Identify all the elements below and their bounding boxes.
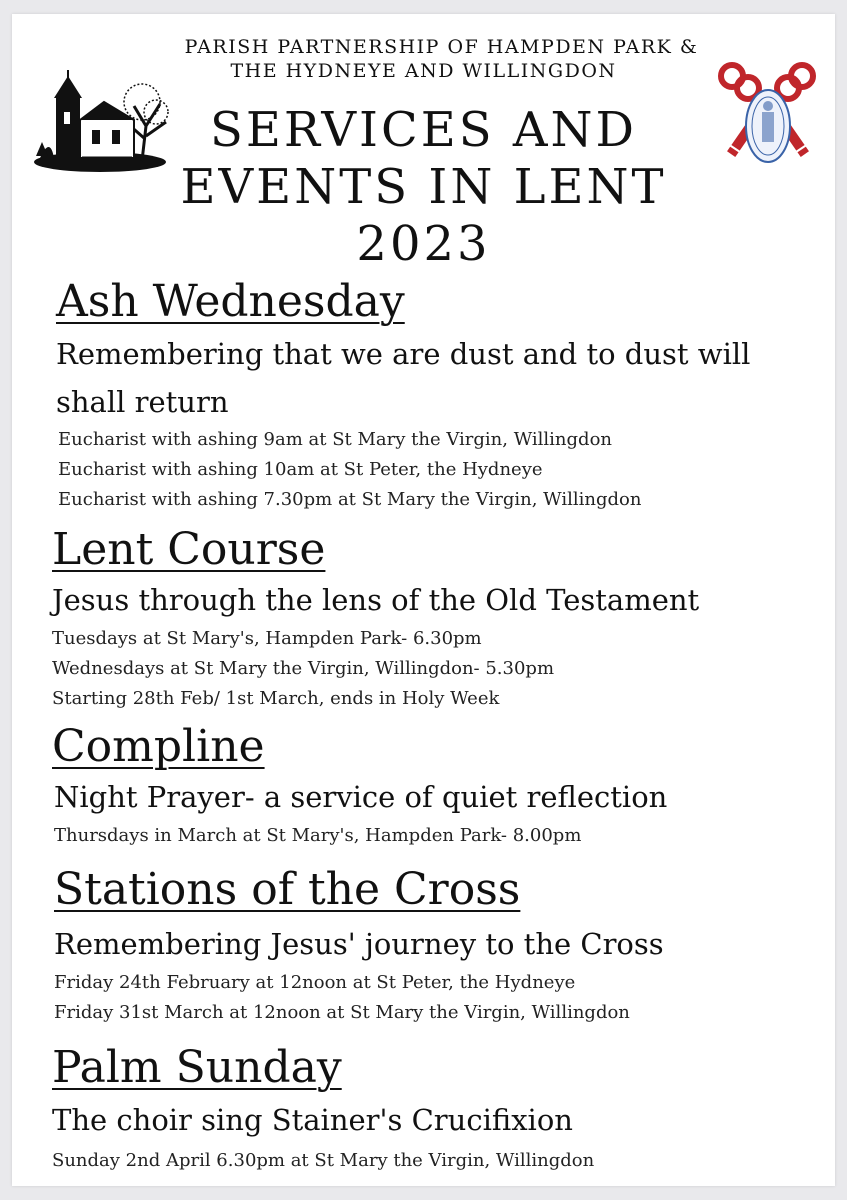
section-subtitle-palm-sunday: The choir sing Stainer's Crucifixion [52,1103,573,1137]
stations-line-2: Friday 31st March at 12noon at St Mary the Virgin, Willingdon [54,1002,630,1023]
poster-sheet [12,14,835,1186]
parish-name-line-2: THE HYDNEYE AND WILLINGDON [230,60,617,82]
ash-wednesday-line-3: Eucharist with ashing 7.30pm at St Mary the Virgin, Willingdon [58,489,642,510]
section-subtitle-stations-of-the-cross: Remembering Jesus' journey to the Cross [54,927,664,961]
poster-title-line-1: SERVICES AND [209,102,638,158]
compline-line-1: Thursdays in March at St Mary's, Hampden Park- 8.00pm [54,825,582,846]
palm-sunday-line-1: Sunday 2nd April 6.30pm at St Mary the Virgin, Willingdon [52,1150,595,1171]
section-heading-stations-of-the-cross: Stations of the Cross [54,864,521,915]
ash-wednesday-line-2: Eucharist with ashing 10am at St Peter, the Hydneye [58,459,543,480]
poster-title-line-2: EVENTS IN LENT [180,159,667,215]
section-heading-palm-sunday: Palm Sunday [52,1042,342,1093]
lent-course-line-1: Tuesdays at St Mary's, Hampden Park- 6.30pm [52,628,482,649]
section-subtitle-lent-course: Jesus through the lens of the Old Testament [52,583,700,617]
section-subtitle-ash-wednesday-1: Remembering that we are dust and to dust will [56,337,751,371]
lent-course-line-2: Wednesdays at St Mary the Virgin, Willingdon- 5.30pm [52,658,555,679]
section-subtitle-compline: Night Prayer- a service of quiet reflection [54,780,668,814]
section-subtitle-ash-wednesday-2: shall return [56,385,229,419]
parish-name-line-1: PARISH PARTNERSHIP OF HAMPDEN PARK & [184,36,699,58]
section-heading-lent-course: Lent Course [52,524,326,575]
section-heading-ash-wednesday: Ash Wednesday [56,276,405,327]
poster-year: 2023 [356,216,491,272]
section-heading-compline: Compline [52,721,265,772]
stations-line-1: Friday 24th February at 12noon at St Peter, the Hydneye [54,972,576,993]
ash-wednesday-line-1: Eucharist with ashing 9am at St Mary the Virgin, Willingdon [58,429,613,450]
lent-course-line-3: Starting 28th Feb/ 1st March, ends in Holy Week [52,688,500,709]
